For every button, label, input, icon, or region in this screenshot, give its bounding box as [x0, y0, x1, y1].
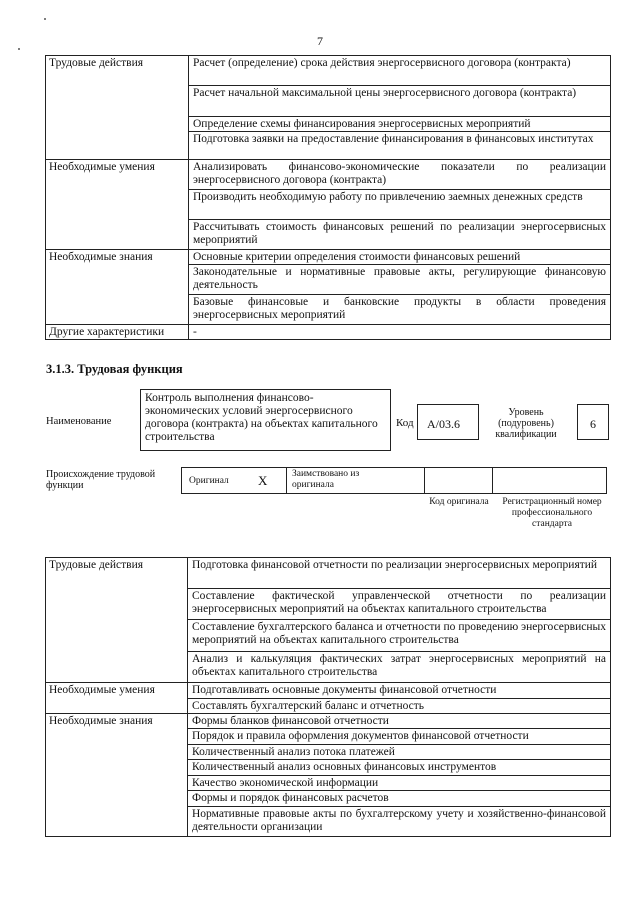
name-value: Контроль выполнения финансово-экономических условий энергосервисного договора (контракта) на объектах капитального строительства [145, 392, 378, 443]
table-cell: Составление фактической управленческой отчетности по реализации энергосервисных мероприятий на объектах капитального строительства [188, 589, 611, 620]
code-caption: Код оригинала [429, 497, 489, 507]
scan-mark [44, 18, 46, 20]
table-cell: Законодательные и нормативные правовые акты, регулирующие финансовую деятельность [189, 265, 611, 295]
page-number: 7 [317, 34, 323, 48]
row-label: Трудовые действия [46, 56, 189, 160]
table-cell: Подготовка финансовой отчетности по реализации энергосервисных мероприятий [188, 558, 611, 589]
borrowed-cell [286, 468, 425, 493]
level-label: Уровень (подуровень) квалификации [495, 407, 557, 440]
origin-label: Происхождение трудовой функции [46, 469, 156, 491]
table-cell: - [189, 325, 611, 340]
table-cell: Составление бухгалтерского баланса и отчетности по проведению энергосервисных мероприятий на объектах капитального строительства [188, 620, 611, 652]
row-label: Необходимые умения [46, 683, 188, 714]
row-label: Необходимые знания [46, 714, 188, 837]
original-mark: X [258, 473, 268, 488]
work-functions-table-2 [45, 557, 611, 837]
table-cell: Рассчитывать стоимость финансовых решений по реализации энергосервисных мероприятий [189, 220, 611, 250]
table-cell: Подготовка заявки на предоставление финансирования в финансовых институтах [189, 132, 611, 160]
original-cell [182, 468, 287, 493]
row-label: Другие характеристики [46, 325, 189, 340]
name-box [140, 389, 391, 451]
table-cell: Расчет начальной максимальной цены энергосервисного договора (контракта) [189, 86, 611, 117]
borrowed-label: Заимствовано из оригинала [292, 469, 360, 490]
code-box [417, 404, 479, 440]
work-functions-table-1 [45, 55, 611, 340]
section-heading: 3.1.3. Трудовая функция [46, 362, 183, 376]
table-cell: Анализ и калькуляция фактических затрат энергосервисных мероприятий на объектах капитального строительства [188, 652, 611, 683]
origin-code-cell [424, 468, 493, 493]
table-cell: Расчет (определение) срока действия энергосервисного договора (контракта) [189, 56, 611, 86]
table-cell: Анализировать финансово-экономические показатели по реализации энергосервисного договора (контракта) [189, 160, 611, 190]
level-value: 6 [590, 417, 596, 431]
table-cell: Подготавливать основные документы финансовой отчетности [188, 683, 611, 699]
table-cell: Основные критерии определения стоимости финансовых решений [189, 250, 611, 265]
code-label: Код [396, 417, 414, 429]
table-cell: Количественный анализ потока платежей [188, 745, 611, 760]
original-label: Оригинал [189, 476, 229, 486]
table-cell: Качество экономической информации [188, 776, 611, 791]
table-cell: Определение схемы финансирования энергосервисных мероприятий [189, 117, 611, 132]
row-label: Необходимые знания [46, 250, 189, 325]
level-box [577, 404, 609, 440]
table-cell: Порядок и правила оформления документов финансовой отчетности [188, 729, 611, 745]
origin-box [181, 467, 607, 494]
row-label: Трудовые действия [46, 558, 188, 683]
table-cell: Формы бланков финансовой отчетности [188, 714, 611, 729]
table-cell: Базовые финансовые и банковские продукты в области проведения энергосервисных мероприятий [189, 295, 611, 325]
row-label: Необходимые умения [46, 160, 189, 250]
table-cell: Производить необходимую работу по привлечению заемных денежных средств [189, 190, 611, 220]
table-cell: Формы и порядок финансовых расчетов [188, 791, 611, 807]
table-cell: Количественный анализ основных финансовых инструментов [188, 760, 611, 776]
reg-caption: Регистрационный номер профессионального стандарта [502, 497, 602, 529]
code-value: А/03.6 [427, 417, 460, 431]
table-cell: Нормативные правовые акты по бухгалтерскому учету и хозяйственно-финансовой деятельности организации [188, 807, 611, 837]
name-label: Наименование [46, 416, 112, 427]
table-cell: Составлять бухгалтерский баланс и отчетность [188, 699, 611, 714]
